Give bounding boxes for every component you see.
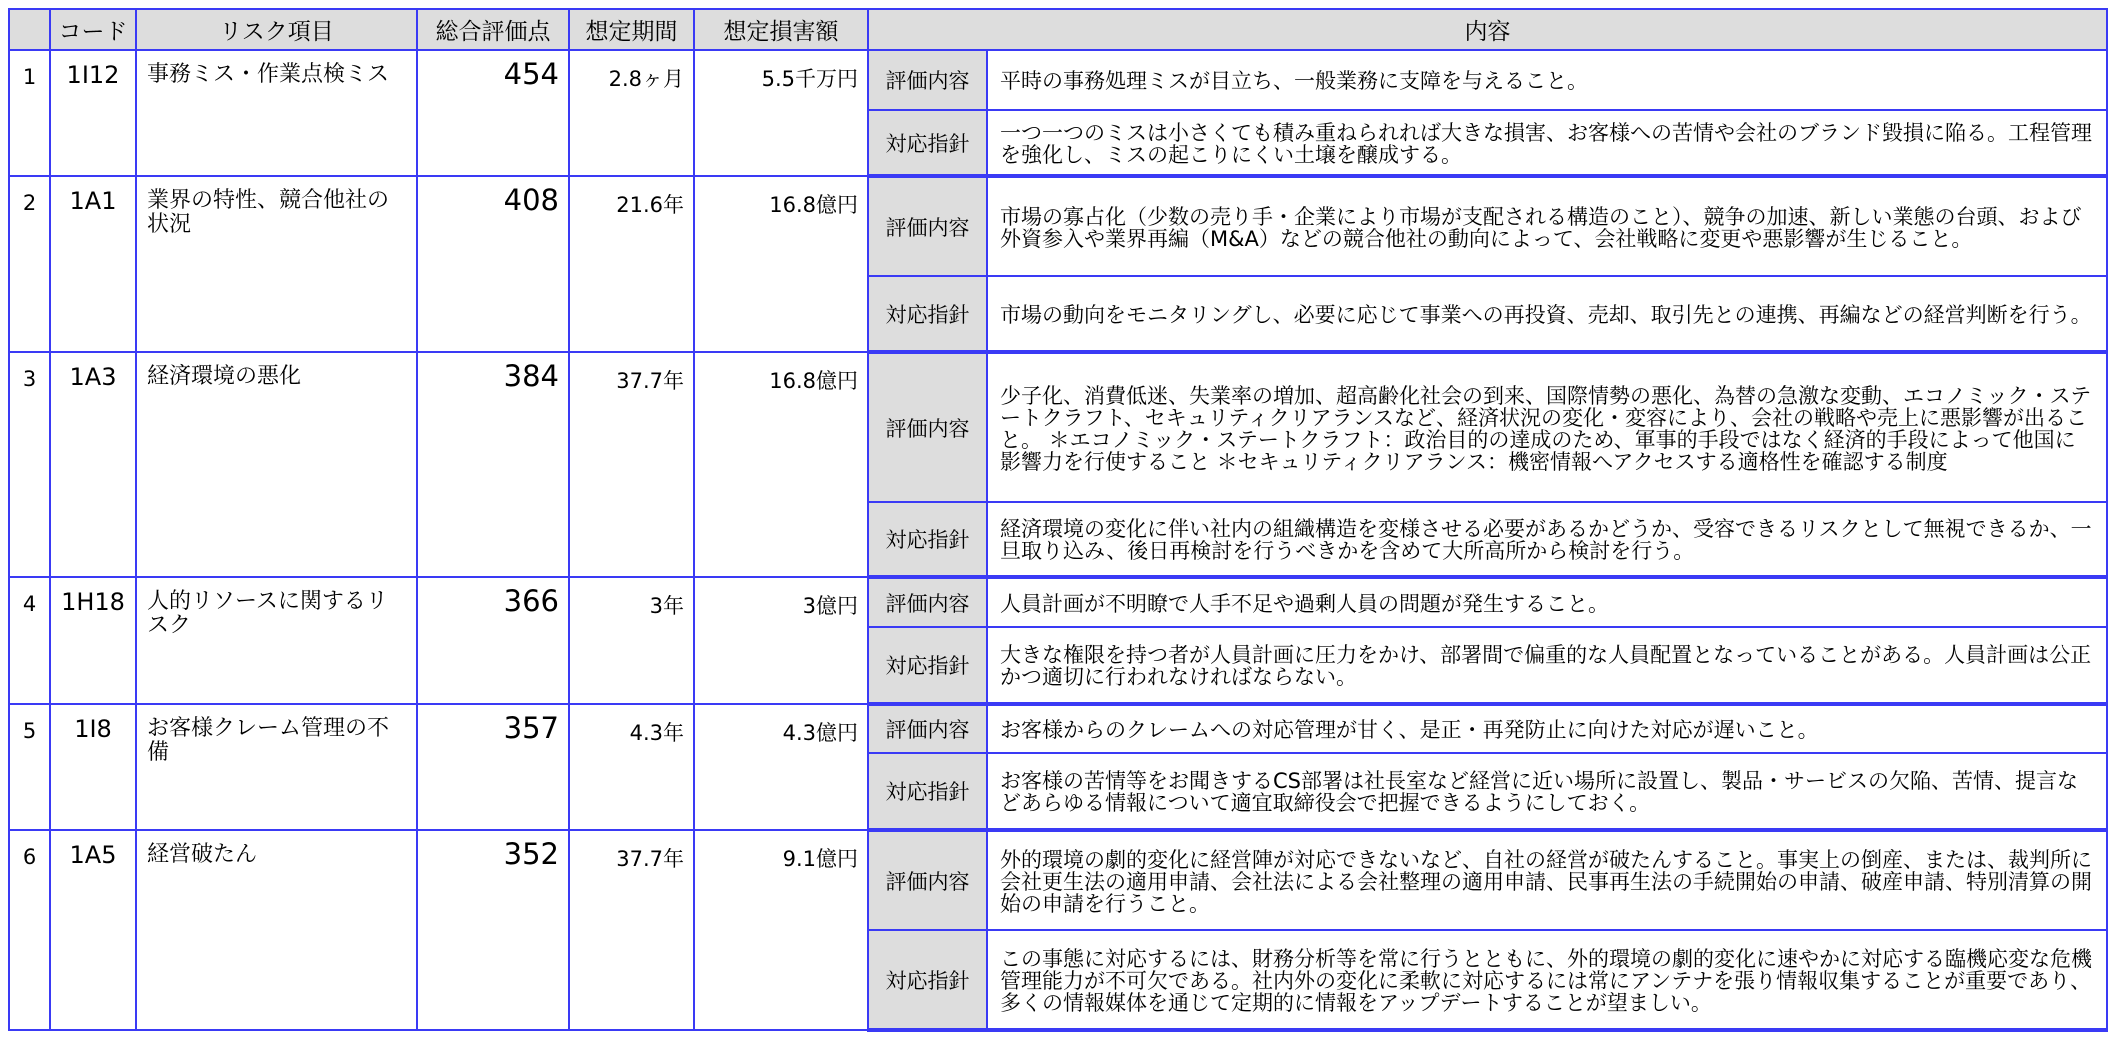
- label-policy: 対応指針: [868, 502, 987, 577]
- label-policy: 対応指針: [868, 627, 987, 704]
- header-row: [9, 9, 2107, 50]
- expected-loss: 9.1億円: [694, 830, 868, 1030]
- table-row: [9, 577, 2107, 627]
- policy-text: 一つ一つのミスは小さくても積み重ねられれば大きな損害、お客様への苦情や会社のブランド毀損に陥る。工程管理を強化し、ミスの起こりにくい土壌を醸成する。: [987, 110, 2107, 176]
- total-score: 384: [417, 352, 569, 577]
- total-score: 454: [417, 50, 569, 176]
- label-evaluation: 評価内容: [868, 176, 987, 276]
- total-score: 408: [417, 176, 569, 352]
- expected-loss: 3億円: [694, 577, 868, 704]
- table-row: [9, 352, 2107, 502]
- label-evaluation: 評価内容: [868, 830, 987, 930]
- row-number: 2: [9, 176, 50, 352]
- expected-loss: 16.8億円: [694, 352, 868, 577]
- evaluation-text: 少子化、消費低迷、失業率の増加、超高齢化社会の到来、国際情勢の悪化、為替の急激な変動、エコノミック・ステートクラフト、セキュリティクリアランスなど、経済状況の変化・変容により、会社の戦略や売上に悪影響が出ること。 ＊エコノミック・ステートクラフト：政治目的の達成のため、軍事的手段ではなく経済的手段によって他国に影響力を行使すること ＊セキュリティクリアランス：機密情報へアクセスする適格性を確認する制度: [987, 352, 2107, 502]
- risk-code: 1I12: [50, 50, 136, 176]
- expected-period: 4.3年: [569, 704, 694, 830]
- table-row: [9, 50, 2107, 110]
- row-number: 6: [9, 830, 50, 1030]
- header-content: 内容: [868, 9, 2107, 50]
- expected-period: 2.8ヶ月: [569, 50, 694, 176]
- total-score: 366: [417, 577, 569, 704]
- risk-item: お客様クレーム管理の不備: [136, 704, 417, 830]
- total-score: 357: [417, 704, 569, 830]
- expected-loss: 4.3億円: [694, 704, 868, 830]
- label-evaluation: 評価内容: [868, 352, 987, 502]
- row-number: 1: [9, 50, 50, 176]
- label-evaluation: 評価内容: [868, 50, 987, 110]
- header-risk-item: リスク項目: [136, 9, 417, 50]
- risk-item: 事務ミス・作業点検ミス: [136, 50, 417, 176]
- evaluation-text: 平時の事務処理ミスが目立ち、一般業務に支障を与えること。: [987, 50, 2107, 110]
- expected-period: 3年: [569, 577, 694, 704]
- expected-period: 21.6年: [569, 176, 694, 352]
- total-score: 352: [417, 830, 569, 1030]
- risk-code: 1H18: [50, 577, 136, 704]
- evaluation-text: お客様からのクレームへの対応管理が甘く、是正・再発防止に向けた対応が遅いこと。: [987, 704, 2107, 753]
- evaluation-text: 市場の寡占化（少数の売り手・企業により市場が支配される構造のこと）、競争の加速、新しい業態の台頭、および外資参入や業界再編（M&A）などの競合他社の動向によって、会社戦略に変更や悪影響が生じること。: [987, 176, 2107, 276]
- policy-text: 市場の動向をモニタリングし、必要に応じて事業への再投資、売却、取引先との連携、再編などの経営判断を行う。: [987, 276, 2107, 352]
- row-number: 3: [9, 352, 50, 577]
- row-number: 5: [9, 704, 50, 830]
- label-policy: 対応指針: [868, 276, 987, 352]
- label-policy: 対応指針: [868, 110, 987, 176]
- policy-text: お客様の苦情等をお聞きするCS部署は社長室など経営に近い場所に設置し、製品・サービスの欠陥、苦情、提言などあらゆる情報について適宜取締役会で把握できるようにしておく。: [987, 753, 2107, 830]
- risk-item: 人的リソースに関するリスク: [136, 577, 417, 704]
- table-row: [9, 176, 2107, 276]
- label-evaluation: 評価内容: [868, 704, 987, 753]
- expected-period: 37.7年: [569, 830, 694, 1030]
- label-policy: 対応指針: [868, 930, 987, 1030]
- label-policy: 対応指針: [868, 753, 987, 830]
- risk-item: 業界の特性、競合他社の状況: [136, 176, 417, 352]
- row-number: 4: [9, 577, 50, 704]
- risk-item: 経済環境の悪化: [136, 352, 417, 577]
- risk-code: 1A1: [50, 176, 136, 352]
- header-period: 想定期間: [569, 9, 694, 50]
- risk-code: 1A3: [50, 352, 136, 577]
- risk-code: 1A5: [50, 830, 136, 1030]
- table-row: [9, 704, 2107, 753]
- expected-period: 37.7年: [569, 352, 694, 577]
- header-code: コード: [50, 9, 136, 50]
- header-score: 総合評価点: [417, 9, 569, 50]
- header-no: [9, 9, 50, 50]
- expected-loss: 16.8億円: [694, 176, 868, 352]
- evaluation-text: 外的環境の劇的変化に経営陣が対応できないなど、自社の経営が破たんすること。事実上の倒産、または、裁判所に会社更生法の適用申請、会社法による会社整理の適用申請、民事再生法の手続開始の申請、破産申請、特別清算の開始の申請を行うこと。: [987, 830, 2107, 930]
- risk-item: 経営破たん: [136, 830, 417, 1030]
- risk-table: [8, 8, 2108, 1032]
- evaluation-text: 人員計画が不明瞭で人手不足や過剰人員の問題が発生すること。: [987, 577, 2107, 627]
- expected-loss: 5.5千万円: [694, 50, 868, 176]
- policy-text: 大きな権限を持つ者が人員計画に圧力をかけ、部署間で偏重的な人員配置となっていることがある。人員計画は公正かつ適切に行われなければならない。: [987, 627, 2107, 704]
- table-row: [9, 830, 2107, 930]
- risk-code: 1I8: [50, 704, 136, 830]
- policy-text: 経済環境の変化に伴い社内の組織構造を変様させる必要があるかどうか、受容できるリスクとして無視できるか、一旦取り込み、後日再検討を行うべきかを含めて大所高所から検討を行う。: [987, 502, 2107, 577]
- label-evaluation: 評価内容: [868, 577, 987, 627]
- policy-text: この事態に対応するには、財務分析等を常に行うとともに、外的環境の劇的変化に速やかに対応する臨機応変な危機管理能力が不可欠である。社内外の変化に柔軟に対応するには常にアンテナを張り情報収集することが重要であり、多くの情報媒体を通じて定期的に情報をアップデートすることが望ましい。: [987, 930, 2107, 1030]
- header-loss: 想定損害額: [694, 9, 868, 50]
